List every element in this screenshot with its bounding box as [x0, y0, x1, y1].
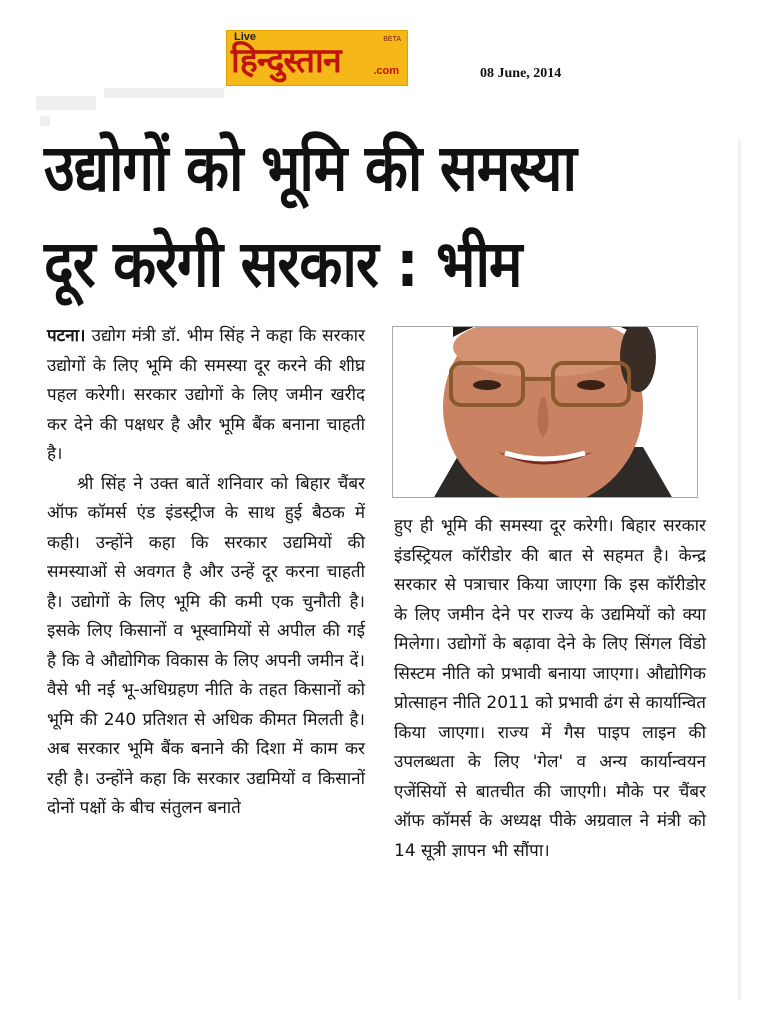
headline-line-1: उद्योगों को भूमि की समस्या: [44, 131, 576, 207]
scan-edge: [738, 140, 741, 1000]
scan-smudge: [36, 96, 96, 110]
scan-smudge: [104, 88, 224, 98]
article-paragraph-1: [47, 322, 365, 470]
minister-photo: [392, 326, 698, 498]
article-column-1: [47, 322, 365, 824]
hindustan-logo[interactable]: [226, 30, 408, 86]
logo-beta-text: BETA: [383, 36, 401, 43]
publication-date: 08 June, 2014: [480, 66, 562, 81]
dateline: पटना।: [47, 326, 86, 346]
logo-com-text: .com: [373, 65, 399, 77]
logo-name-text: हिन्दुस्तान: [231, 41, 341, 81]
headline-line-2: दूर करेगी सरकार : भीम: [44, 227, 522, 303]
article-paragraph-2: श्री सिंह ने उक्त बातें शनिवार को बिहार चैंबर ऑफ कॉमर्स एंड इंडस्ट्रीज के साथ हुई बैठक में कही। उन्होंने कहा कि सरकार उद्यमियों की समस्याओं से अवगत है और उन्हें दूर करना चाहती है। उद्योगों के लिए भूमि की कमी एक चुनौती है। इसके लिए किसानों व भूस्वामियों से अपील की गई है कि वे औद्योगिक विकास के लिए अपनी जमीन दें। वैसे भी नई भू-अधिग्रहण नीति के तहत किसानों को भूमि की 240 प्रतिशत से अधिक कीमत मिलती है। अब सरकार भूमि बैंक बनाने की दिशा में काम कर रही है। उन्होंने कहा कि सरकार उद्यमियों व किसानों दोनों पक्षों के बीच संतुलन बनाते: [47, 473, 365, 818]
logo-live-text: Live: [234, 31, 257, 43]
scan-smudge: [40, 116, 50, 126]
paragraph-1-text: उद्योग मंत्री डॉ. भीम सिंह ने कहा कि सरकार उद्योगों के लिए भूमि की समस्या दूर करने की शीघ्र पहल करेगी। सरकार उद्योगों के लिए जमीन खरीद कर देने की पक्षधर है और भूमि बैंक बनाना चाहती है।: [47, 326, 365, 464]
article-column-2: हुए ही भूमि की समस्या दूर करेगी। बिहार सरकार इंडस्ट्रियल कॉरीडोर की बात से सहमत है। केन्द्र सरकार से पत्राचार किया जाएगा कि इस कॉरीडोर के लिए जमीन देने पर राज्य के उद्यमियों को क्या मिलेगा। उद्योगों के बढ़ावा देने के लिए सिंगल विंडो सिस्टम नीति को प्रभावी बनाया जाएगा। औद्योगिक प्रोत्साहन नीति 2011 को प्रभावी ढंग से कार्यान्वित किया जाएगा। राज्य में गैस पाइप लाइन की उपलब्धता के लिए 'गेल' व अन्य कार्यान्वयन एजेंसियों से बातचीत की जाएगी। मौके पर चैंबर ऑफ कॉमर्स के अध्यक्ष पीके अग्रवाल ने मंत्री को 14 सूत्री ज्ञापन भी सौंपा।: [394, 516, 706, 861]
